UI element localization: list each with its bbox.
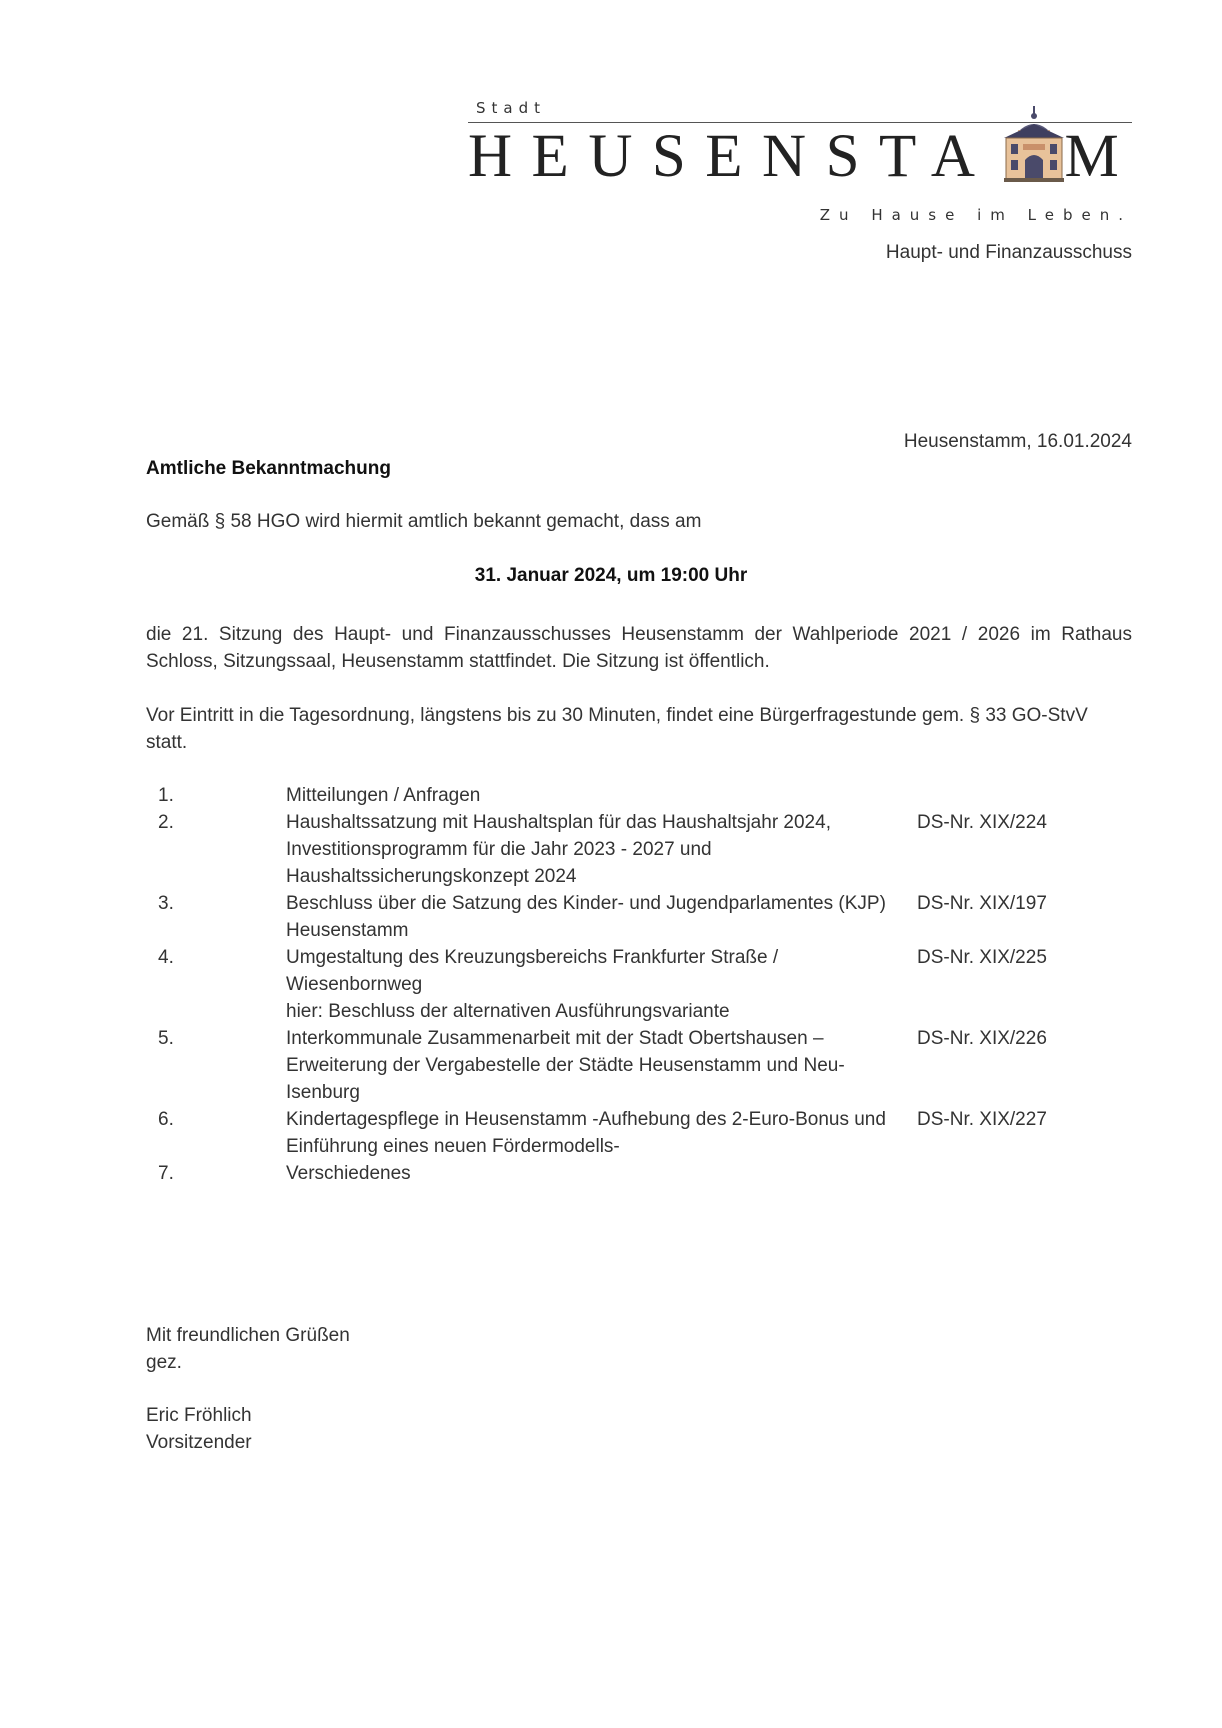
agenda-item <box>146 809 1132 890</box>
agenda-item-line: Erweiterung der Vergabestelle der Städte Heusenstamm und Neu- <box>286 1055 845 1076</box>
agenda-item <box>146 782 1132 809</box>
agenda-item-ds: DS-Nr. XIX/225 <box>917 947 1047 968</box>
agenda-item-line: Umgestaltung des Kreuzungsbereichs Frankfurter Straße / <box>286 947 779 968</box>
agenda-item-line: Haushaltssatzung mit Haushaltsplan für das Haushaltsjahr 2024, <box>286 812 831 833</box>
agenda-item-line: Wiesenbornweg <box>286 974 423 995</box>
agenda-item-line: Einführung eines neuen Fördermodells- <box>286 1136 620 1157</box>
logo-name: HEUSENSTA <box>468 123 995 190</box>
agenda-item-number: 2. <box>158 812 174 833</box>
agenda-item-ds <box>917 1160 1117 1187</box>
agenda-item-ds: DS-Nr. XIX/197 <box>917 893 1047 914</box>
agenda-item-text <box>286 1160 917 1187</box>
agenda-item-line: Isenburg <box>286 1082 360 1103</box>
agenda-item-line: Haushaltssicherungskonzept 2024 <box>286 866 577 887</box>
agenda-item-line: Beschluss über die Satzung des Kinder- und Jugendparlamentes (KJP) <box>286 893 886 914</box>
agenda-item-line: Interkommunale Zusammenarbeit mit der Stadt Obertshausen – <box>286 1028 824 1049</box>
castle-emblem-icon <box>1002 104 1066 182</box>
agenda-item-number: 3. <box>158 893 174 914</box>
agenda-item-text <box>286 944 917 1025</box>
agenda-item-text <box>286 809 917 890</box>
intro-text: Gemäß § 58 HGO wird hiermit amtlich bekannt gemacht, dass am <box>146 511 702 532</box>
department-name: Haupt- und Finanzausschuss <box>885 242 1132 263</box>
agenda-item-number: 5. <box>158 1028 174 1049</box>
agenda-item-ds: DS-Nr. XIX/226 <box>917 1028 1047 1049</box>
agenda-item-ds: DS-Nr. XIX/224 <box>917 812 1047 833</box>
notice-title: Amtliche Bekanntmachung <box>146 458 391 479</box>
agenda-item-line: Verschiedenes <box>286 1163 411 1184</box>
meeting-datetime: 31. Januar 2024, um 19:00 Uhr <box>474 565 748 586</box>
agenda-item-number: 1. <box>158 785 174 806</box>
agenda-item-line: Mitteilungen / Anfragen <box>286 785 481 806</box>
agenda-item-text <box>286 1106 917 1160</box>
agenda-item-ds: DS-Nr. XIX/227 <box>917 1109 1047 1130</box>
agenda-item-text <box>286 890 917 944</box>
agenda-list <box>146 782 1132 1187</box>
closing-greeting-block <box>146 1322 350 1376</box>
logo-name-end: M <box>1064 123 1139 190</box>
closing-greeting: Mit freundlichen Grüßen <box>146 1325 350 1346</box>
agenda-item <box>146 1106 1132 1160</box>
signer-role: Vorsitzender <box>146 1432 252 1453</box>
agenda-item-line: hier: Beschluss der alternativen Ausführungsvariante <box>286 1001 730 1022</box>
meeting-paragraph: die 21. Sitzung des Haupt- und Finanzausschusses Heusenstamm der Wahlperiode 2021 / 2026 im Rathaus Schloss, Sitzungssaal, Heusenstamm stattfindet. Die Sitzung ist öffentlich. <box>146 624 1132 672</box>
agenda-item <box>146 890 1132 944</box>
agenda-item-number: 7. <box>158 1163 174 1184</box>
agenda-item-line: Investitionsprogramm für die Jahr 2023 - 2027 und <box>286 839 712 860</box>
agenda-item-text <box>286 782 917 809</box>
citizen-question-paragraph: Vor Eintritt in die Tagesordnung, längstens bis zu 30 Minuten, findet eine Bürgerfragestunde gem. § 33 GO-StvV statt. <box>146 705 1088 753</box>
agenda-item-text <box>286 1025 917 1106</box>
agenda-item-number: 4. <box>158 947 174 968</box>
agenda-item <box>146 1160 1132 1187</box>
agenda-item <box>146 1025 1132 1106</box>
agenda-item <box>146 944 1132 1025</box>
logo-tagline: Zu Hause im Leben. <box>819 206 1132 224</box>
agenda-item-line: Heusenstamm <box>286 920 409 941</box>
agenda-item-ds <box>917 782 1117 809</box>
agenda-item-line: Kindertagespflege in Heusenstamm -Aufhebung des 2-Euro-Bonus und <box>286 1109 886 1130</box>
signature-block <box>146 1402 252 1456</box>
logo-stadt-text: Stadt <box>476 99 546 117</box>
closing-gez: gez. <box>146 1352 182 1373</box>
signer-name: Eric Fröhlich <box>146 1405 252 1426</box>
dateline: Heusenstamm, 16.01.2024 <box>903 431 1132 452</box>
agenda-item-number: 6. <box>158 1109 174 1130</box>
